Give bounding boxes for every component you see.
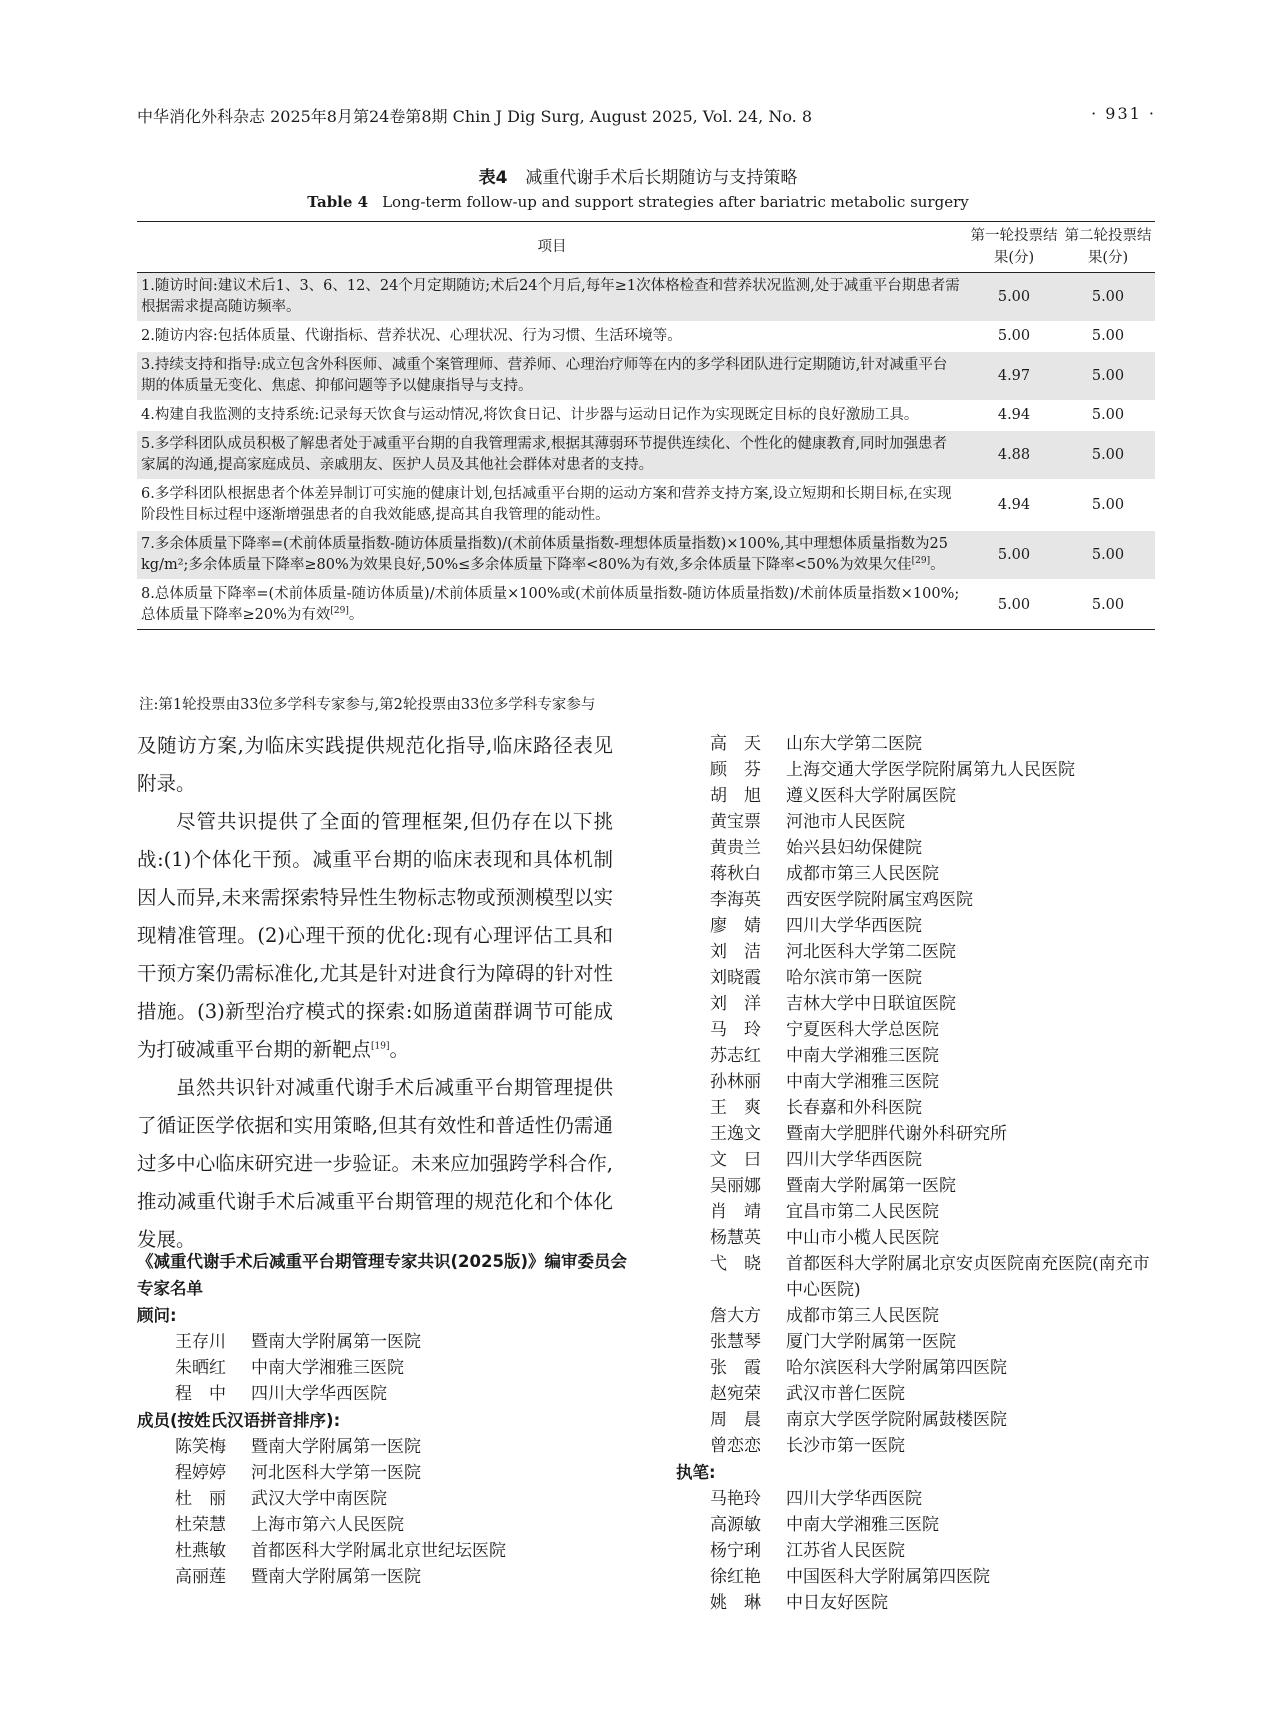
header-round2 <box>1061 222 1155 273</box>
table-cell-item <box>137 401 967 430</box>
table-cell-round1: 4.94 <box>967 401 1061 430</box>
member-name: 蒋秋白 <box>710 864 761 884</box>
list-item <box>676 965 1166 991</box>
table-cell-item <box>137 480 967 530</box>
table-cell-round2: 5.00 <box>1061 580 1155 630</box>
left-column <box>137 727 613 1259</box>
right-column <box>676 731 1166 1616</box>
body-paragraph-3: 虽然共识针对减重代谢手术后减重平台期管理提供了循证医学依据和实用策略,但其有效性和普适性仍需通过多中心临床研究进一步验证。未来应加强跨学科合作,推动减重代谢手术后减重平台期管理的规范化和个体化发展。 <box>137 1076 613 1251</box>
member-name: 黄宝票 <box>710 812 761 832</box>
members-label: 成员(按姓氏汉语拼音排序): <box>137 1411 341 1430</box>
member-institution: 暨南大学附属第一医院 <box>251 1437 421 1457</box>
list-item <box>676 783 1166 809</box>
list-item <box>676 1043 1166 1069</box>
list-item <box>676 1121 1166 1147</box>
member-institution: 中南大学湘雅三医院 <box>786 1515 939 1535</box>
member-name: 刘 洋 <box>710 994 761 1014</box>
table-cell-item <box>137 580 967 630</box>
member-institution: 四川大学华西医院 <box>786 1150 922 1170</box>
member-name: 杜 丽 <box>175 1489 226 1509</box>
member-institution: 四川大学华西医院 <box>786 916 922 936</box>
list-item <box>676 1303 1166 1329</box>
list-item <box>676 1251 1166 1303</box>
member-institution: 武汉市普仁医院 <box>786 1384 905 1404</box>
member-institution: 河池市人民医院 <box>786 812 905 832</box>
member-name: 徐红艳 <box>710 1567 761 1587</box>
member-name: 赵宛荣 <box>710 1384 761 1404</box>
table-cell-round2: 5.00 <box>1061 273 1155 323</box>
table-header-row <box>137 222 1155 273</box>
table-cell-round1: 4.97 <box>967 351 1061 401</box>
member-name: 朱晒红 <box>175 1358 226 1378</box>
table-title-en-text: Long-term follow-up and support strategies after bariatric metabolic surgery <box>382 193 969 211</box>
table-cell-round2: 5.00 <box>1061 480 1155 530</box>
member-name: 杜荣慧 <box>175 1515 226 1535</box>
table-cell-round2: 5.00 <box>1061 401 1155 430</box>
member-institution: 四川大学华西医院 <box>786 1489 922 1509</box>
member-institution: 南京大学医学院附属鼓楼医院 <box>786 1410 1007 1430</box>
member-name: 程婷婷 <box>175 1463 226 1483</box>
member-name: 吴丽娜 <box>710 1176 761 1196</box>
list-item <box>676 1407 1166 1433</box>
member-name: 孙林丽 <box>710 1072 761 1092</box>
member-name: 顾 芬 <box>710 760 761 780</box>
table-label-cn: 表4 <box>478 168 508 188</box>
table-caption <box>0 163 1276 211</box>
writers-label: 执笔: <box>676 1463 716 1482</box>
member-name: 张 霞 <box>710 1358 761 1378</box>
member-name: 苏志红 <box>710 1046 761 1066</box>
table-row <box>137 480 1155 530</box>
writers-list <box>676 1486 1166 1616</box>
member-name: 刘 洁 <box>710 942 761 962</box>
table-label-en: Table 4 <box>307 193 369 211</box>
member-institution: 哈尔滨医科大学附属第四医院 <box>786 1358 1007 1378</box>
member-institution: 首都医科大学附属北京安贞医院南充医院(南充市中心医院) <box>786 1254 1150 1300</box>
item-text: 8.总体质量下降率=(术前体质量-随访体质量)/术前体质量×100%或(术前体质量指数-随访体质量指数)/术前体质量指数×100%;总体质量下降率≥20%为有效 <box>141 586 960 623</box>
list-item <box>676 1486 1166 1512</box>
citation-ref: [29] <box>330 606 349 617</box>
member-name: 胡 旭 <box>710 786 761 806</box>
list-item <box>137 1512 627 1538</box>
member-name: 马 玲 <box>710 1020 761 1040</box>
member-institution: 长沙市第一医院 <box>786 1436 905 1456</box>
list-item <box>676 1512 1166 1538</box>
journal-citation: 中华消化外科杂志 2025年8月第24卷第8期 Chin J Dig Surg, August 2025, Vol. 24, No. 8 <box>137 107 813 126</box>
table-row <box>137 530 1155 580</box>
member-institution: 中国医科大学附属第四医院 <box>786 1567 990 1587</box>
table-row <box>137 580 1155 630</box>
member-institution: 哈尔滨市第一医院 <box>786 968 922 988</box>
committee-title: 《减重代谢手术后减重平台期管理专家共识(2025版)》编审委员会专家名单 <box>137 1252 628 1298</box>
list-item <box>676 1538 1166 1564</box>
list-item <box>676 861 1166 887</box>
member-institution: 厦门大学附属第一医院 <box>786 1332 956 1352</box>
table-cell-round1: 5.00 <box>967 530 1061 580</box>
member-name: 黄贵兰 <box>710 838 761 858</box>
member-institution: 暨南大学附属第一医院 <box>786 1176 956 1196</box>
member-name: 肖 靖 <box>710 1202 761 1222</box>
list-item <box>137 1460 627 1486</box>
list-item <box>137 1381 627 1407</box>
member-institution: 宁夏医科大学总医院 <box>786 1020 939 1040</box>
member-institution: 中南大学湘雅三医院 <box>251 1358 404 1378</box>
table-row <box>137 430 1155 480</box>
member-institution: 遵义医科大学附属医院 <box>786 786 956 806</box>
member-institution: 西安医学院附属宝鸡医院 <box>786 890 973 910</box>
table-cell-round1: 5.00 <box>967 580 1061 630</box>
table-cell-item <box>137 430 967 480</box>
list-item <box>676 1355 1166 1381</box>
committee-list <box>137 1248 627 1590</box>
header-round1-text: 第一轮投票结果(分) <box>970 228 1058 266</box>
member-institution: 成都市第三人民医院 <box>786 864 939 884</box>
member-institution: 四川大学华西医院 <box>251 1384 387 1404</box>
table-cell-round2: 5.00 <box>1061 530 1155 580</box>
member-institution: 江苏省人民医院 <box>786 1541 905 1561</box>
list-item <box>137 1355 627 1381</box>
member-institution: 河北医科大学第一医院 <box>251 1463 421 1483</box>
member-name: 曾恋恋 <box>710 1436 761 1456</box>
table-row <box>137 322 1155 351</box>
item-text: 4.构建自我监测的支持系统:记录每天饮食与运动情况,将饮食日记、计步器与运动日记作为实现既定目标的良好激励工具。 <box>141 407 919 423</box>
member-name: 高丽莲 <box>175 1567 226 1587</box>
member-name: 李海英 <box>710 890 761 910</box>
table-row <box>137 351 1155 401</box>
member-institution: 长春嘉和外科医院 <box>786 1098 922 1118</box>
member-name: 廖 婧 <box>710 916 761 936</box>
member-institution: 吉林大学中日联谊医院 <box>786 994 956 1014</box>
member-institution: 中日友好医院 <box>786 1593 888 1613</box>
item-text: 6.多学科团队根据患者个体差异制订可实施的健康计划,包括减重平台期的运动方案和营养支持方案,设立短期和长期目标,在实现阶段性目标过程中逐渐增强患者的自我效能感,提高其自我管理的能动性。 <box>141 486 952 523</box>
member-institution: 武汉大学中南医院 <box>251 1489 387 1509</box>
list-item <box>676 757 1166 783</box>
table-cell-item <box>137 273 967 323</box>
member-name: 程 中 <box>175 1384 226 1404</box>
member-institution: 成都市第三人民医院 <box>786 1306 939 1326</box>
list-item <box>676 1173 1166 1199</box>
list-item <box>676 809 1166 835</box>
list-item <box>137 1486 627 1512</box>
list-item <box>676 1564 1166 1590</box>
member-institution: 上海交通大学医学院附属第九人民医院 <box>786 760 1075 780</box>
body-paragraph-2 <box>137 803 613 1069</box>
citation-ref: [29] <box>911 556 931 567</box>
item-text: 5.多学科团队成员积极了解患者处于减重平台期的自我管理需求,根据其薄弱环节提供连续化、个性化的健康教育,同时加强患者家属的沟通,提高家庭成员、亲戚朋友、医护人员及其他社会群体对患者的支持。 <box>141 436 948 473</box>
table-cell-round2: 5.00 <box>1061 430 1155 480</box>
header-item: 项目 <box>537 239 567 255</box>
member-name: 高 天 <box>710 734 761 754</box>
member-name: 周 晨 <box>710 1410 761 1430</box>
list-item <box>676 939 1166 965</box>
advisors-label: 顾问: <box>137 1306 177 1325</box>
table-cell-round2: 5.00 <box>1061 322 1155 351</box>
member-institution: 宜昌市第二人民医院 <box>786 1202 939 1222</box>
table-title-cn-text: 减重代谢手术后长期随访与支持策略 <box>525 168 798 188</box>
item-tail: 。 <box>348 607 364 623</box>
table-body <box>137 273 1155 630</box>
member-name: 杜燕敏 <box>175 1541 226 1561</box>
list-item <box>676 1590 1166 1616</box>
list-item <box>676 1225 1166 1251</box>
header-round1 <box>967 222 1061 273</box>
member-name: 詹大方 <box>710 1306 761 1326</box>
member-institution: 中南大学湘雅三医院 <box>786 1046 939 1066</box>
list-item <box>137 1564 627 1590</box>
list-item <box>137 1434 627 1460</box>
body-paragraph-2-tail: 。 <box>389 1038 410 1061</box>
member-name: 王存川 <box>175 1332 226 1352</box>
member-name: 王 爽 <box>710 1098 761 1118</box>
list-item <box>676 1329 1166 1355</box>
member-institution: 中山市小榄人民医院 <box>786 1228 939 1248</box>
member-name: 刘晓霞 <box>710 968 761 988</box>
member-institution: 中南大学湘雅三医院 <box>786 1072 939 1092</box>
list-item <box>676 1017 1166 1043</box>
member-name: 杨宁琍 <box>710 1541 761 1561</box>
item-text: 7.多余体质量下降率=(术前体质量指数-随访体质量指数)/(术前体质量指数-理想体质量指数)×100%,其中理想体质量指数为25 kg/m²;多余体质量下降率≥80%为效果良好,50%≤多余体质量下降率<80%为有效,多余体质量下降率<50%为效果欠佳 <box>141 536 948 573</box>
table-cell-item <box>137 351 967 401</box>
member-institution: 暨南大学肥胖代谢外科研究所 <box>786 1124 1007 1144</box>
table-cell-round2: 5.00 <box>1061 351 1155 401</box>
list-item <box>676 913 1166 939</box>
table-note: 注:第1轮投票由33位多学科专家参与,第2轮投票由33位多学科专家参与 <box>139 697 596 713</box>
member-institution: 上海市第六人民医院 <box>251 1515 404 1535</box>
list-item <box>676 1069 1166 1095</box>
list-item <box>676 1147 1166 1173</box>
member-name: 王逸文 <box>710 1124 761 1144</box>
member-name: 杨慧英 <box>710 1228 761 1248</box>
member-name: 文 曰 <box>710 1150 761 1170</box>
list-item <box>676 887 1166 913</box>
table-cell-round1: 5.00 <box>967 322 1061 351</box>
body-paragraph-2-text: 尽管共识提供了全面的管理框架,但仍存在以下挑战:(1)个体化干预。减重平台期的临床表现和具体机制因人而异,未来需探索特异性生物标志物或预测模型以实现精准管理。(2)心理干预的优化:现有心理评估工具和干预方案仍需标准化,尤其是针对进食行为障碍的针对性措施。(3)新型治疗模式的探索:如肠道菌群调节可能成为打破减重平台期的新靶点 <box>137 810 613 1061</box>
list-item <box>676 835 1166 861</box>
table-cell-item <box>137 322 967 351</box>
table-cell-round1: 4.94 <box>967 480 1061 530</box>
member-institution: 始兴县妇幼保健院 <box>786 838 922 858</box>
member-name: 张慧琴 <box>710 1332 761 1352</box>
table-row <box>137 401 1155 430</box>
member-name: 姚 琳 <box>710 1593 761 1613</box>
strategy-table <box>137 221 1155 630</box>
list-item <box>676 1381 1166 1407</box>
item-tail: 。 <box>930 557 945 573</box>
member-name: 马艳玲 <box>710 1489 761 1509</box>
list-item <box>137 1329 627 1355</box>
list-item <box>676 1199 1166 1225</box>
list-item <box>676 1095 1166 1121</box>
list-item <box>676 991 1166 1017</box>
member-institution: 暨南大学附属第一医院 <box>251 1567 421 1587</box>
table-cell-round1: 4.88 <box>967 430 1061 480</box>
list-item <box>676 1433 1166 1459</box>
member-institution: 山东大学第二医院 <box>786 734 922 754</box>
member-institution: 暨南大学附属第一医院 <box>251 1332 421 1352</box>
members-list-right <box>676 731 1166 1459</box>
member-name: 弋 晓 <box>710 1254 761 1274</box>
table-cell-item <box>137 530 967 580</box>
members-list-left <box>137 1434 627 1590</box>
member-institution: 河北医科大学第二医院 <box>786 942 956 962</box>
table-title-en <box>0 193 1276 211</box>
item-text: 3.持续支持和指导:成立包含外科医师、减重个案管理师、营养师、心理治疗师等在内的多学科团队进行定期随访,针对减重平台期的体质量无变化、焦虑、抑郁问题等予以健康指导与支持。 <box>141 357 948 394</box>
member-institution: 首都医科大学附属北京世纪坛医院 <box>251 1541 506 1561</box>
table-title-cn <box>0 163 1276 189</box>
member-name: 高源敏 <box>710 1515 761 1535</box>
header-round2-text: 第二轮投票结果(分) <box>1064 228 1152 266</box>
citation-ref: [19] <box>371 1041 390 1052</box>
list-item <box>137 1538 627 1564</box>
item-text: 1.随访时间:建议术后1、3、6、12、24个月定期随访;术后24个月后,每年≥1次体格检查和营养状况监测,处于减重平台期患者需根据需求提高随访频率。 <box>141 278 960 315</box>
table-row <box>137 273 1155 323</box>
table-cell-round1: 5.00 <box>967 273 1061 323</box>
body-paragraph-1: 及随访方案,为临床实践提供规范化指导,临床路径表见附录。 <box>137 734 613 795</box>
page-number: · 931 · <box>1091 104 1156 123</box>
member-name: 陈笑梅 <box>175 1437 226 1457</box>
list-item <box>676 731 1166 757</box>
running-header <box>137 104 1156 130</box>
item-text: 2.随访内容:包括体质量、代谢指标、营养状况、心理状况、行为习惯、生活环境等。 <box>141 328 682 344</box>
advisors-list <box>137 1329 627 1407</box>
